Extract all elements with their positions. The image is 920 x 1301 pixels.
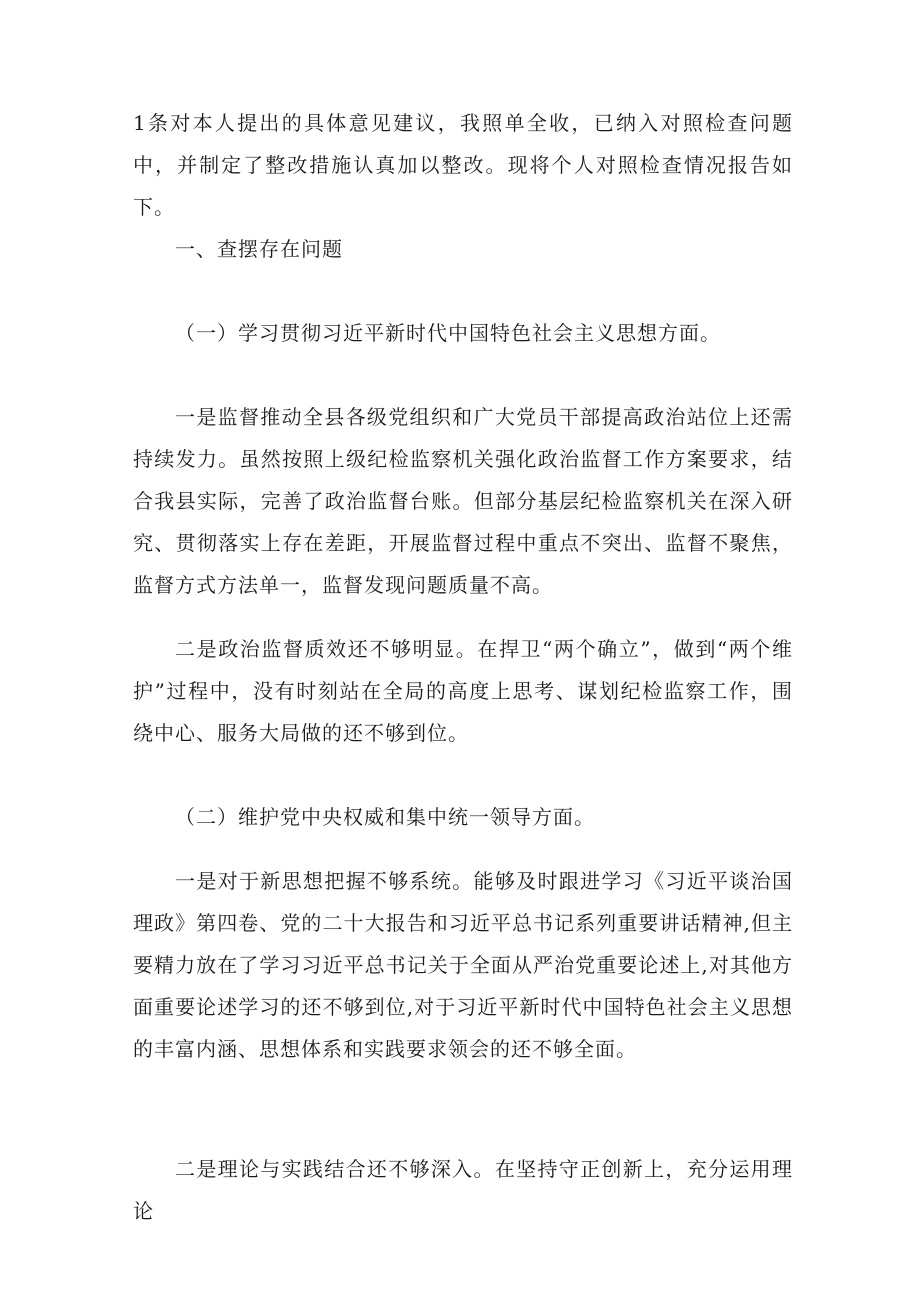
subsection-heading-thought: （一）学习贯彻习近平新时代中国特色社会主义思想方面。 — [175, 321, 721, 345]
paragraph-authority-2: 二是理论与实践结合还不够深入。在坚持守正创新上，充分运用理论 — [133, 1157, 793, 1223]
paragraph-supervision-1: 一是监督推动全县各级党组织和广大党员干部提高政治站位上还需持续发力。虽然按照上级纪检监察机关强化政治监督工作方案要求，结合我县实际，完善了政治监督台账。但部分基层纪检监察机关在深入研究、贯彻落实上存在差距，开展监督过程中重点不突出、监督不聚焦，监督方式方法单一，监督发现问题质量不高。 — [133, 405, 793, 597]
paragraph-intro-continued: 1条对本人提出的具体意见建议，我照单全收，已纳入对照检查问题中，并制定了整改措施认真加以整改。现将个人对照检查情况报告如下。 — [133, 111, 793, 219]
subsection-heading-authority: （二）维护党中央权威和集中统一领导方面。 — [175, 805, 595, 829]
paragraph-authority-1: 一是对于新思想把握不够系统。能够及时跟进学习《习近平谈治国理政》第四卷、党的二十大报告和习近平总书记系列重要讲话精神,但主要精力放在了学习习近平总书记关于全面从严治党重要论述上,对其他方面重要论述学习的还不够到位,对于习近平新时代中国特色社会主义思想的丰富内涵、思想体系和实践要求领会的还不够全面。 — [133, 869, 793, 1061]
section-heading-problems: 一、查摆存在问题 — [175, 237, 343, 261]
paragraph-supervision-2: 二是政治监督质效还不够明显。在捍卫“两个确立”，做到“两个维护”过程中，没有时刻站在全局的高度上思考、谋划纪检监察工作，围绕中心、服务大局做的还不够到位。 — [133, 637, 793, 745]
